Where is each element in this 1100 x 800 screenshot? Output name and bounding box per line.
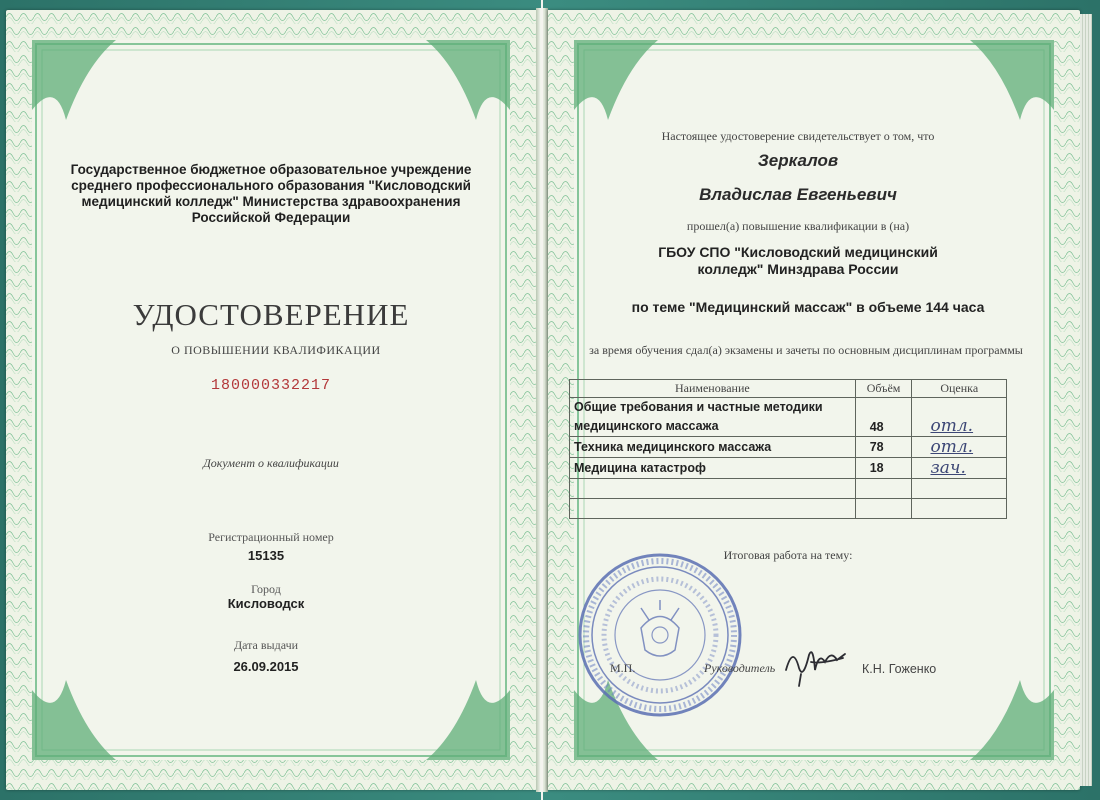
subject-name: Техника медицинского массажа <box>570 437 856 458</box>
subject-name: Общие требования и частные методики медицинского массажа <box>570 398 856 437</box>
certificate-number: 180000332217 <box>210 377 332 394</box>
page-edge <box>1080 14 1092 786</box>
city-value: Кисловодск <box>227 596 305 611</box>
table-row-empty <box>570 499 1007 519</box>
subject-name: Медицина катастроф <box>570 458 856 479</box>
subject-volume: 18 <box>855 458 912 479</box>
issue-date: 26.09.2015 <box>233 659 299 674</box>
certificate-subtitle: О ПОВЫШЕНИИ КВАЛИФИКАЦИИ <box>171 343 381 357</box>
column-header-grade: Оценка <box>912 380 1007 398</box>
right-page <box>548 10 1080 790</box>
certificate-title: УДОСТОВЕРЕНИЕ <box>132 297 410 332</box>
registration-label: Регистрационный номер <box>208 530 334 544</box>
subject-volume: 78 <box>855 437 912 458</box>
table-row-empty <box>570 479 1007 499</box>
signature <box>781 640 851 690</box>
grades-table <box>569 379 1007 519</box>
official-stamp <box>571 550 749 720</box>
date-label: Дата выдачи <box>233 638 299 652</box>
left-page <box>6 10 536 790</box>
column-header-volume: Объём <box>855 380 912 398</box>
table-row <box>570 437 1007 458</box>
binding-thread <box>541 0 543 800</box>
head-label: Руководитель <box>704 661 776 675</box>
intro-text: Настоящее удостоверение свидетельствует о том, что <box>661 129 935 143</box>
column-header-name: Наименование <box>570 380 856 398</box>
head-name: К.Н. Гоженко <box>862 662 937 676</box>
subject-grade: отл. <box>912 437 1007 458</box>
city-label: Город <box>251 582 281 596</box>
passed-text: прошел(а) повышение квалификации в (на) <box>686 219 910 233</box>
table-row <box>570 458 1007 479</box>
course-topic: по теме "Медицинский массаж" в объеме 144 часа <box>631 299 985 315</box>
subject-grade: зач. <box>912 458 1007 479</box>
registration-number: 15135 <box>247 548 285 563</box>
subject-grade: отл. <box>912 398 1007 437</box>
subject-volume: 48 <box>855 398 912 437</box>
exams-text: за время обучения сдал(а) экзамены и зачеты по основным дисциплинам программы <box>589 343 1023 357</box>
table-row <box>570 398 1007 437</box>
final-work-label: Итоговая работа на тему: <box>723 548 853 562</box>
document-label: Документ о квалификации <box>203 456 339 470</box>
institution-name: Государственное бюджетное образовательное учреждение среднего профессионального образования "Кисловодский медицинский колледж" Министерства здравоохранения Российской Федерации <box>70 162 472 225</box>
stamp-label: М.П. <box>610 661 636 675</box>
table-header-row <box>570 380 1007 398</box>
surname: Зеркалов <box>757 151 839 170</box>
organization-name: ГБОУ СПО "Кисловодский медицинский колледж" Минздрава России <box>658 244 938 277</box>
given-names: Владислав Евгеньевич <box>699 185 897 204</box>
